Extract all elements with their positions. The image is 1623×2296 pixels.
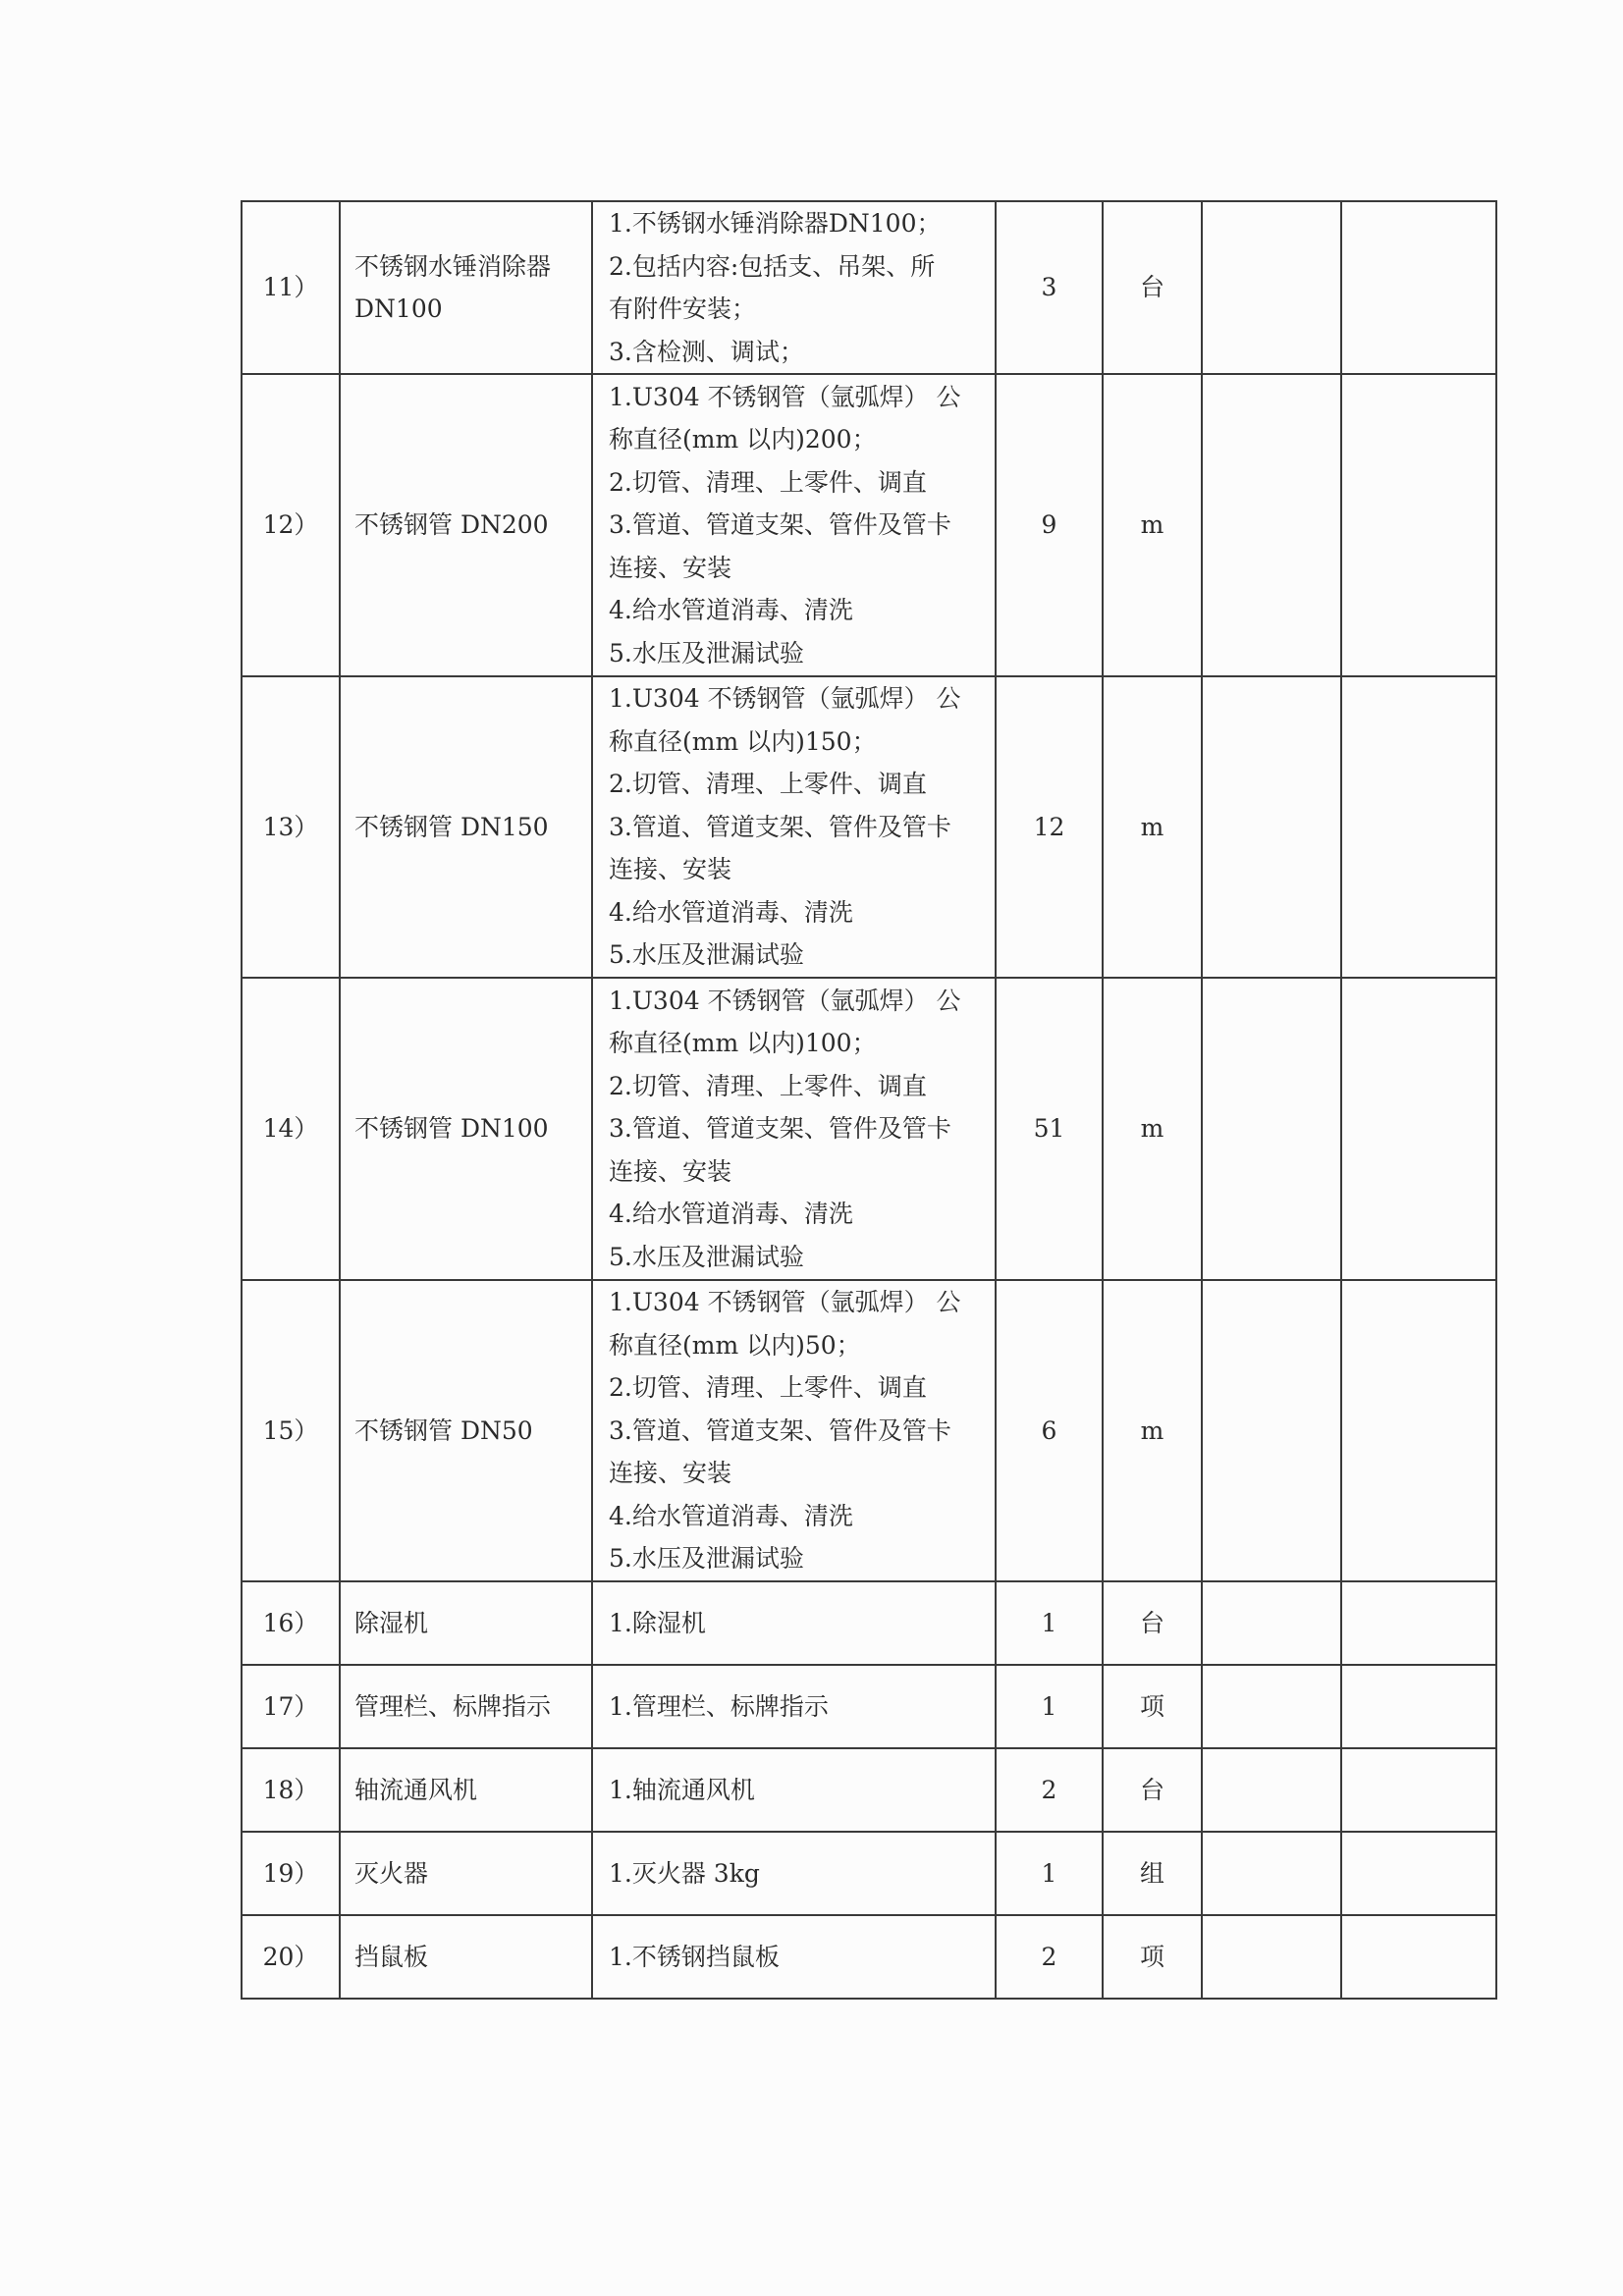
item-description-cell xyxy=(592,1915,996,1999)
table-row xyxy=(242,1832,1496,1915)
empty-cell xyxy=(1341,201,1496,374)
unit-value: 台 xyxy=(1139,1775,1164,1804)
quantity-value: 9 xyxy=(1041,510,1057,540)
item-description-cell xyxy=(592,1748,996,1832)
item-description-cell xyxy=(592,676,996,978)
unit-value: m xyxy=(1140,1415,1164,1445)
description-line: 称直径(mm 以内)100； xyxy=(609,1029,877,1058)
quantity-cell xyxy=(996,1832,1103,1915)
description-line: 2.切管、清理、上零件、调直 xyxy=(609,770,927,799)
item-name-cell xyxy=(340,374,592,676)
description-line: 1.管理栏、标牌指示 xyxy=(609,1691,829,1721)
item-name-line: 挡鼠板 xyxy=(354,1942,429,1971)
unit-cell xyxy=(1103,1665,1202,1748)
empty-cell xyxy=(1202,1665,1341,1748)
description-line: 2.切管、清理、上零件、调直 xyxy=(609,467,927,497)
unit-value: m xyxy=(1140,510,1164,540)
item-number: 20） xyxy=(262,1942,319,1971)
item-name-line: 不锈钢管 DN150 xyxy=(354,812,549,841)
description-line: 3.含检测、调试； xyxy=(609,337,804,366)
quantity-cell xyxy=(996,1915,1103,1999)
quantity-cell xyxy=(996,374,1103,676)
empty-cell xyxy=(1202,201,1341,374)
empty-cell xyxy=(1341,978,1496,1280)
item-name-line: 轴流通风机 xyxy=(354,1775,478,1804)
table-row xyxy=(242,374,1496,676)
quantity-cell xyxy=(996,1581,1103,1665)
item-number-cell xyxy=(242,1748,340,1832)
empty-cell xyxy=(1202,676,1341,978)
description-line: 4.给水管道消毒、清洗 xyxy=(609,897,853,927)
item-description-cell xyxy=(592,1665,996,1748)
description-line: 称直径(mm 以内)150； xyxy=(609,726,877,756)
item-number: 11） xyxy=(262,273,319,302)
description-line: 1.除湿机 xyxy=(609,1608,706,1637)
unit-value: 台 xyxy=(1139,273,1164,302)
item-name-cell xyxy=(340,1832,592,1915)
item-description-cell xyxy=(592,1832,996,1915)
description-line: 1.U304 不锈钢管（氩弧焊） 公 xyxy=(609,1288,961,1317)
unit-value: m xyxy=(1140,812,1164,841)
item-number-cell xyxy=(242,676,340,978)
unit-value: 项 xyxy=(1139,1691,1164,1721)
item-name-cell xyxy=(340,1581,592,1665)
item-number: 16） xyxy=(262,1608,319,1637)
quantity-cell xyxy=(996,676,1103,978)
quantity-value: 2 xyxy=(1041,1775,1057,1804)
item-number-cell xyxy=(242,1665,340,1748)
item-name-line: 不锈钢管 DN50 xyxy=(354,1415,533,1445)
description-line: 2.切管、清理、上零件、调直 xyxy=(609,1071,927,1100)
table-row xyxy=(242,1748,1496,1832)
empty-cell xyxy=(1341,676,1496,978)
item-number: 14） xyxy=(262,1114,319,1144)
description-line: 4.给水管道消毒、清洗 xyxy=(609,1200,853,1229)
quantity-value: 2 xyxy=(1041,1942,1057,1971)
description-line: 1.U304 不锈钢管（氩弧焊） 公 xyxy=(609,986,961,1015)
quantity-cell xyxy=(996,978,1103,1280)
item-description-cell xyxy=(592,1581,996,1665)
item-number: 18） xyxy=(262,1775,319,1804)
description-line: 3.管道、管道支架、管件及管卡 xyxy=(609,1415,951,1445)
item-number-cell xyxy=(242,1581,340,1665)
quantity-cell xyxy=(996,1665,1103,1748)
item-name-line: 管理栏、标牌指示 xyxy=(354,1691,552,1721)
description-line: 1.U304 不锈钢管（氩弧焊） 公 xyxy=(609,382,961,411)
item-number-cell xyxy=(242,978,340,1280)
item-name-line: 不锈钢管 DN200 xyxy=(354,510,549,540)
quantity-value: 3 xyxy=(1041,273,1057,302)
unit-cell xyxy=(1103,978,1202,1280)
quantity-value: 1 xyxy=(1041,1608,1057,1637)
unit-cell xyxy=(1103,374,1202,676)
table-row xyxy=(242,1581,1496,1665)
description-line: 5.水压及泄漏试验 xyxy=(609,1544,804,1574)
unit-cell xyxy=(1103,1748,1202,1832)
description-line: 1.不锈钢水锤消除器DN100； xyxy=(609,209,942,238)
item-description-cell xyxy=(592,1280,996,1581)
item-name-line: DN100 xyxy=(354,294,443,323)
item-number: 19） xyxy=(262,1858,319,1888)
item-number-cell xyxy=(242,1915,340,1999)
empty-cell xyxy=(1202,978,1341,1280)
unit-cell xyxy=(1103,201,1202,374)
item-name-cell xyxy=(340,1915,592,1999)
item-number: 15） xyxy=(262,1415,319,1445)
item-number: 12） xyxy=(262,510,319,540)
table-row xyxy=(242,201,1496,374)
empty-cell xyxy=(1341,1581,1496,1665)
quantity-value: 51 xyxy=(1033,1114,1065,1144)
item-name-cell xyxy=(340,1748,592,1832)
item-number: 17） xyxy=(262,1691,319,1721)
description-line: 1.U304 不锈钢管（氩弧焊） 公 xyxy=(609,684,961,714)
description-line: 连接、安装 xyxy=(609,553,732,582)
description-line: 4.给水管道消毒、清洗 xyxy=(609,596,853,625)
description-line: 1.灭火器 3kg xyxy=(609,1858,760,1888)
unit-cell xyxy=(1103,1581,1202,1665)
table-row xyxy=(242,676,1496,978)
item-description-cell xyxy=(592,201,996,374)
quantity-value: 1 xyxy=(1041,1858,1057,1888)
item-name-cell xyxy=(340,1665,592,1748)
unit-cell xyxy=(1103,1832,1202,1915)
empty-cell xyxy=(1202,1748,1341,1832)
item-name-cell xyxy=(340,201,592,374)
empty-cell xyxy=(1341,1748,1496,1832)
item-name-cell xyxy=(340,978,592,1280)
item-description-cell xyxy=(592,978,996,1280)
empty-cell xyxy=(1202,1581,1341,1665)
quantity-cell xyxy=(996,201,1103,374)
description-line: 1.轴流通风机 xyxy=(609,1775,755,1804)
empty-cell xyxy=(1341,1280,1496,1581)
empty-cell xyxy=(1202,1915,1341,1999)
description-line: 称直径(mm 以内)200； xyxy=(609,425,877,454)
empty-cell xyxy=(1202,1832,1341,1915)
description-line: 有附件安装； xyxy=(609,294,757,323)
item-name-cell xyxy=(340,676,592,978)
description-line: 4.给水管道消毒、清洗 xyxy=(609,1501,853,1530)
table-row xyxy=(242,978,1496,1280)
description-line: 3.管道、管道支架、管件及管卡 xyxy=(609,510,951,540)
description-line: 2.切管、清理、上零件、调直 xyxy=(609,1373,927,1403)
item-description-cell xyxy=(592,374,996,676)
unit-cell xyxy=(1103,1280,1202,1581)
description-line: 连接、安装 xyxy=(609,855,732,884)
description-line: 5.水压及泄漏试验 xyxy=(609,1242,804,1271)
unit-value: 项 xyxy=(1139,1942,1164,1971)
quantity-value: 1 xyxy=(1041,1691,1057,1721)
unit-value: 组 xyxy=(1139,1858,1164,1888)
empty-cell xyxy=(1202,374,1341,676)
empty-cell xyxy=(1341,1915,1496,1999)
item-number: 13） xyxy=(262,812,319,841)
description-line: 3.管道、管道支架、管件及管卡 xyxy=(609,1114,951,1144)
item-name-line: 除湿机 xyxy=(354,1608,429,1637)
unit-value: m xyxy=(1140,1114,1164,1144)
item-name-line: 不锈钢管 DN100 xyxy=(354,1114,549,1144)
item-number-cell xyxy=(242,1280,340,1581)
unit-cell xyxy=(1103,1915,1202,1999)
description-line: 连接、安装 xyxy=(609,1156,732,1186)
description-line: 2.包括内容:包括支、吊架、所 xyxy=(609,251,936,281)
quantity-cell xyxy=(996,1748,1103,1832)
item-number-cell xyxy=(242,374,340,676)
item-number-cell xyxy=(242,1832,340,1915)
empty-cell xyxy=(1341,1832,1496,1915)
table-row xyxy=(242,1280,1496,1581)
description-line: 1.不锈钢挡鼠板 xyxy=(609,1942,780,1971)
unit-cell xyxy=(1103,676,1202,978)
unit-value: 台 xyxy=(1139,1608,1164,1637)
item-name-line: 不锈钢水锤消除器 xyxy=(354,251,552,281)
description-line: 5.水压及泄漏试验 xyxy=(609,940,804,970)
quantity-cell xyxy=(996,1280,1103,1581)
quantity-value: 12 xyxy=(1033,812,1065,841)
description-line: 连接、安装 xyxy=(609,1459,732,1488)
empty-cell xyxy=(1202,1280,1341,1581)
description-line: 称直径(mm 以内)50； xyxy=(609,1330,861,1360)
table-row xyxy=(242,1665,1496,1748)
item-number-cell xyxy=(242,201,340,374)
quantity-value: 6 xyxy=(1041,1415,1057,1445)
item-table xyxy=(241,200,1497,2000)
empty-cell xyxy=(1341,1665,1496,1748)
item-name-line: 灭火器 xyxy=(354,1858,429,1888)
item-name-cell xyxy=(340,1280,592,1581)
table-row xyxy=(242,1915,1496,1999)
empty-cell xyxy=(1341,374,1496,676)
description-line: 3.管道、管道支架、管件及管卡 xyxy=(609,812,951,841)
description-line: 5.水压及泄漏试验 xyxy=(609,638,804,667)
